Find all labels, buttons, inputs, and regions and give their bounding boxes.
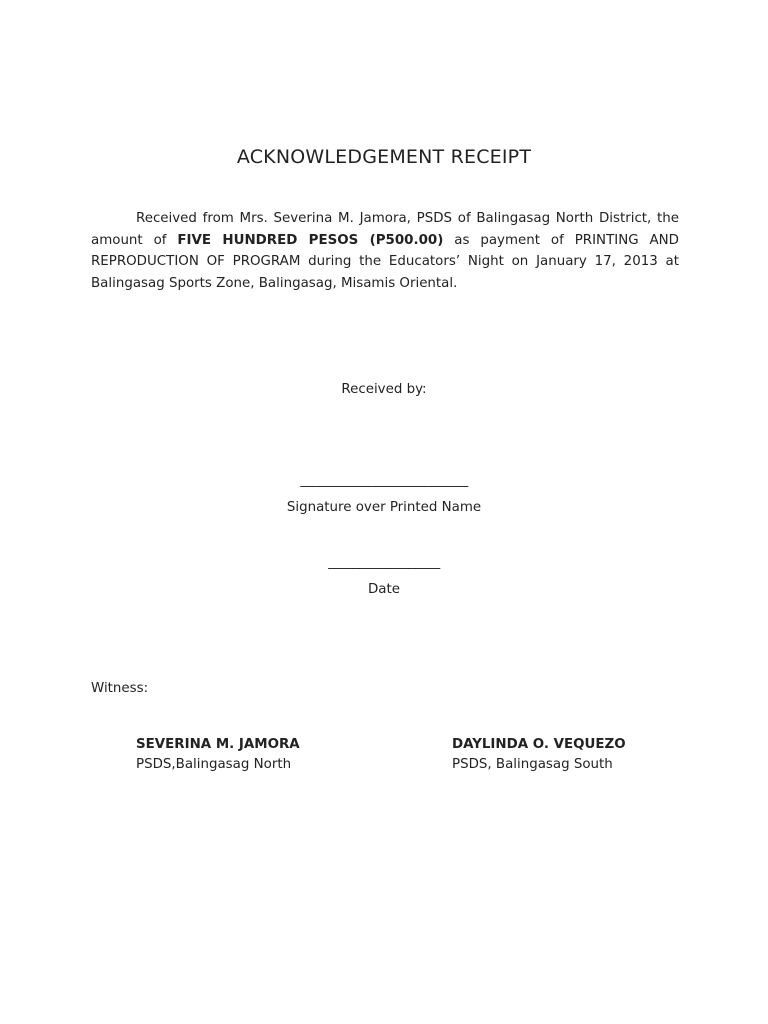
signature-line: ___________________________ — [300, 473, 468, 488]
witness-2-title: PSDS, Balingasag South — [452, 757, 613, 772]
date-line: __________________ — [328, 555, 440, 570]
paragraph-part2: as payment of PRINTING AND REPRODUCTION OF PROGRAM during the Educators’ Night on January 17, 2013 at Balingasag Sports Zone, Balingasag, Misamis Oriental. — [91, 232, 679, 291]
witness-1-title: PSDS,Balingasag North — [136, 757, 292, 772]
witness-label: Witness: — [91, 681, 149, 696]
date-label: Date — [367, 582, 400, 597]
document-title: ACKNOWLEDGEMENT RECEIPT — [236, 146, 532, 168]
witness-1-name: SEVERINA M. JAMORA — [136, 737, 300, 752]
received-by-label: Received by: — [341, 382, 427, 397]
signature-label: Signature over Printed Name — [286, 500, 482, 515]
witness-2-name: DAYLINDA O. VEQUEZO — [452, 737, 626, 752]
paragraph-amount: FIVE HUNDRED PESOS (P500.00) — [177, 232, 444, 248]
receipt-paragraph — [91, 208, 679, 294]
paragraph-part1: Received from Mrs. Severina M. Jamora, PSDS of Balingasag North District, the amount of — [91, 211, 679, 248]
